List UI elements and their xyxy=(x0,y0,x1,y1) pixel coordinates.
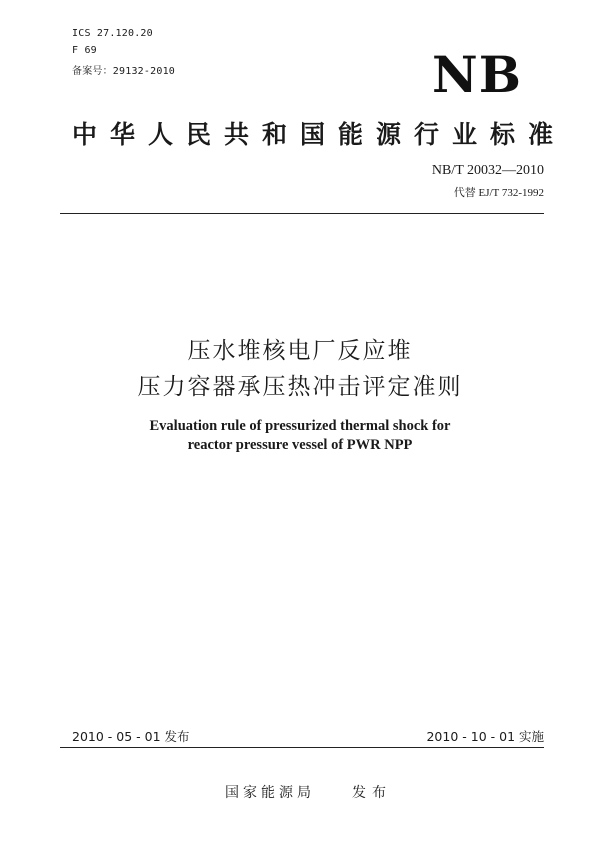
filing-number: 备案号：29132-2010 xyxy=(72,66,176,77)
ics-code: ICS 27.120.20 xyxy=(72,28,153,39)
bottom-divider xyxy=(60,747,544,748)
replaces-standard: 代替 EJ/T 732-1992 xyxy=(453,187,544,199)
title-en-line-1: Evaluation rule of pressurized thermal shock for xyxy=(149,418,451,434)
issue-date: 2010 - 05 - 01 发布 xyxy=(72,729,190,744)
nb-logo: NB xyxy=(432,45,522,104)
standard-category: 中华人民共和国能源行业标准 xyxy=(72,120,567,149)
standard-number: NB/T 20032—2010 xyxy=(431,163,544,178)
issuing-authority: 国家能源局 xyxy=(225,785,315,801)
ccs-code: F 69 xyxy=(72,45,97,56)
publish-label: 发布 xyxy=(352,785,392,801)
title-cn-line-1: 压水堆核电厂反应堆 xyxy=(187,338,413,364)
title-en-line-2: reactor pressure vessel of PWR NPP xyxy=(187,437,413,453)
implementation-date: 2010 - 10 - 01 实施 xyxy=(426,729,544,744)
title-cn-line-2: 压力容器承压热冲击评定准则 xyxy=(137,374,463,400)
top-divider xyxy=(60,213,544,214)
